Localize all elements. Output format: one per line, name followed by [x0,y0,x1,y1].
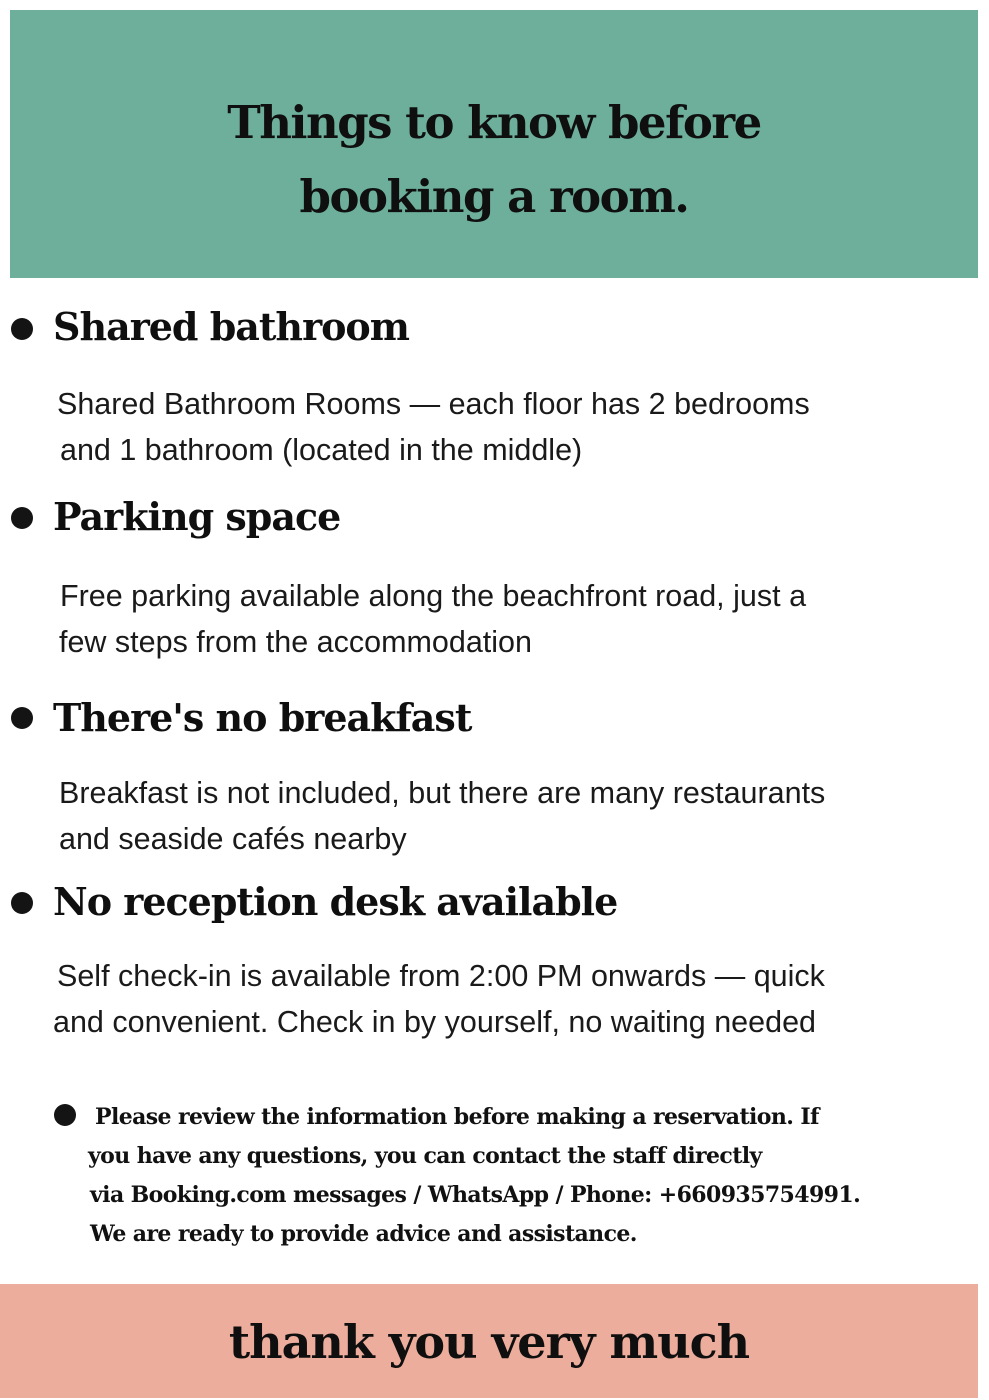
section-text-line: and seaside cafés nearby [59,822,407,856]
section-text-no-reception [53,953,825,1045]
bullet-icon [11,318,33,340]
section-heading-shared-bathroom: Shared bathroom [53,304,409,349]
bullet-icon [11,507,33,529]
footer-thank-you: thank you very much [228,1315,750,1369]
page-title [10,86,978,234]
note-line: We are ready to provide advice and assistance. [90,1221,637,1247]
section-heading-no-breakfast: There's no breakfast [53,695,472,740]
contact-note [88,1098,860,1254]
section-heading-no-reception: No reception desk available [53,879,618,924]
bullet-icon [11,707,33,729]
bullet-icon [11,892,33,914]
section-text-no-breakfast [59,770,825,862]
section-text-shared-bathroom [57,381,810,473]
section-text-line: Free parking available along the beachfront road, just a [60,579,807,613]
note-line: via Booking.com messages / WhatsApp / Phone: +660935754991. [90,1182,861,1208]
note-line: you have any questions, you can contact the staff directly [88,1143,762,1169]
bullet-icon [54,1104,76,1126]
section-text-line: and 1 bathroom (located in the middle) [60,433,583,467]
section-heading-parking-space: Parking space [53,494,341,539]
page-title-line-2: booking a room. [299,170,689,223]
note-line: Please review the information before making a reservation. If [95,1104,819,1130]
section-text-line: and convenient. Check in by yourself, no waiting needed [53,1005,816,1039]
section-text-line: few steps from the accommodation [59,625,532,659]
section-text-line: Breakfast is not included, but there are many restaurants [59,776,826,810]
header-banner [10,10,978,278]
section-text-line: Self check-in is available from 2:00 PM onwards — quick [57,959,825,993]
section-text-parking-space [60,573,806,665]
footer-banner [0,1284,978,1398]
section-text-line: Shared Bathroom Rooms — each floor has 2 bedrooms [57,387,810,421]
page-title-line-1: Things to know before [227,96,761,149]
